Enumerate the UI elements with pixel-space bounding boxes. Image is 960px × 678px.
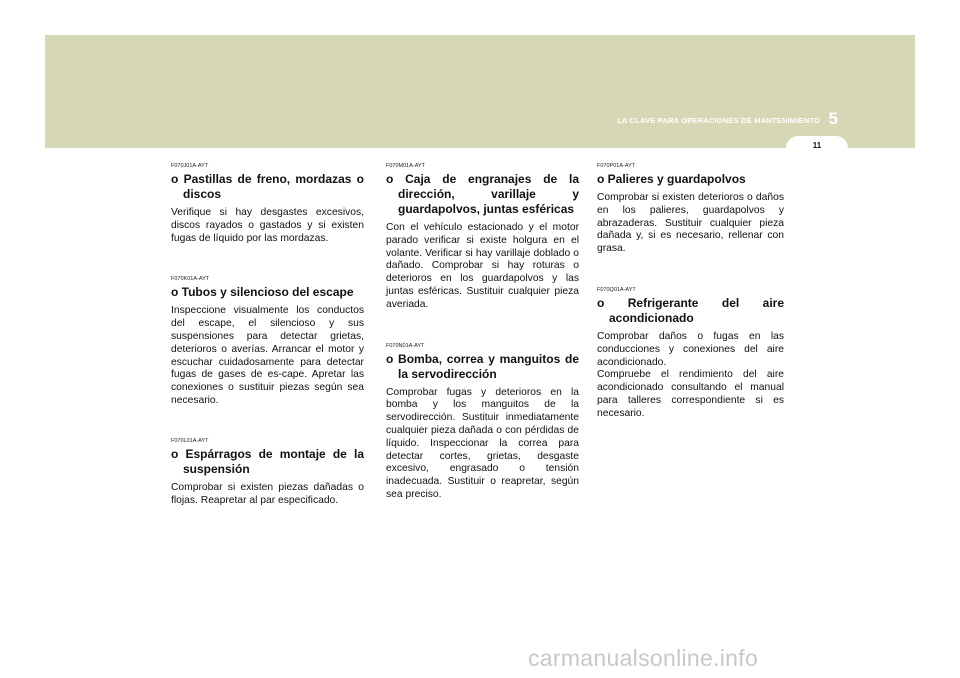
section-body: Inspeccione visualmente los conductos del escape, el silencioso y sus suspensiones para detectar grietas, deterioros o averías. Arrancar el motor y escuchar cuidadosamente para detectar fugas de gases de es-cape. Apretar las conexiones o sustituir piezas según sea necesario. [171,305,364,406]
section-heading: o Tubos y silencioso del escape [171,285,354,300]
section-driveshafts [597,163,784,256]
watermark-text: carmanualsonline.info [528,645,759,671]
section-heading: o Bomba, correa y manguitos de la servodirección [386,351,579,381]
section-body: Comprobar si existen deterioros o daños en los palieres, guardapolvos y abrazaderas. Sustituir cualquier pieza dañada y, si es necesario, rellenar con grasa. [597,192,784,255]
header-band [45,35,915,148]
section-code: F070M01A-AYT [386,163,426,169]
column-1 [171,163,364,507]
section-heading: o Pastillas de freno, mordazas o discos [171,172,364,201]
page-number: 11 [812,141,822,150]
section-heading: o Refrigerante del aire acondicionado [597,295,784,325]
section-code: F070P01A-AYT [597,163,636,169]
section-body: Comprobar si existen piezas dañadas o flojas. Reapretar al par especificado. [171,481,364,506]
section-heading: o Palieres y guardapolvos [597,172,746,186]
section-power-steering [386,343,579,502]
chapter-number: 5 [828,109,838,128]
section-body: Verifique si hay desgastes excesivos, discos rayados o gastados y si existen fugas de líquido por las mordazas. [171,207,364,244]
section-body: Con el vehículo estacionado y el motor parado verificar si existe holgura en el volante. Verificar si hay varillaje doblado o dañado. Comprobar si hay roturas o deterioros en los guardapolvos y las juntas esféricas. Sustituir cualquier pieza averiada. [386,222,579,310]
page-tab [786,136,848,160]
section-heading: o Caja de engranajes de la dirección, varillaje y guardapolvos, juntas esféricas [386,172,579,216]
column-3 [597,163,784,421]
section-code: F070L01A-AYT [171,437,209,444]
section-code: F070N01A-AYT [386,342,425,349]
column-2 [386,163,579,502]
section-suspension-studs [171,438,364,508]
section-body: Comprobar fugas y deterioros en la bomba y los manguitos de la servodirección. Sustituir inmediatamente cualquier pieza dañada o con pérdidas de líquido. Inspeccionar la correa para detectar cortes, grietas, desgaste excesivo, engrasado o tensión inadecuada. Sustituir o reapretar, según sea preciso. [386,386,579,500]
section-code: F070K01A-AYT [171,276,210,283]
section-code: F070J01A-AYT [171,163,209,169]
section-ac-refrigerant [597,287,784,421]
section-brake-pads [171,163,364,245]
section-steering-gear [386,163,579,312]
chapter-title: LA CLAVE PARA OPERACIONES DE MANTENIMIENTO [617,116,820,125]
section-heading: o Espárragos de montaje de la suspensión [171,446,364,476]
section-code: F070Q01A-AYT [597,286,636,293]
section-body-continued: Compruebe el rendimiento del aire acondicionado consultando el manual para talleres correspondiente si es necesario. [597,369,784,419]
section-exhaust [171,276,364,407]
section-body: Comprobar daños o fugas en las conducciones y conexiones del aire acondicionado. [597,330,784,368]
